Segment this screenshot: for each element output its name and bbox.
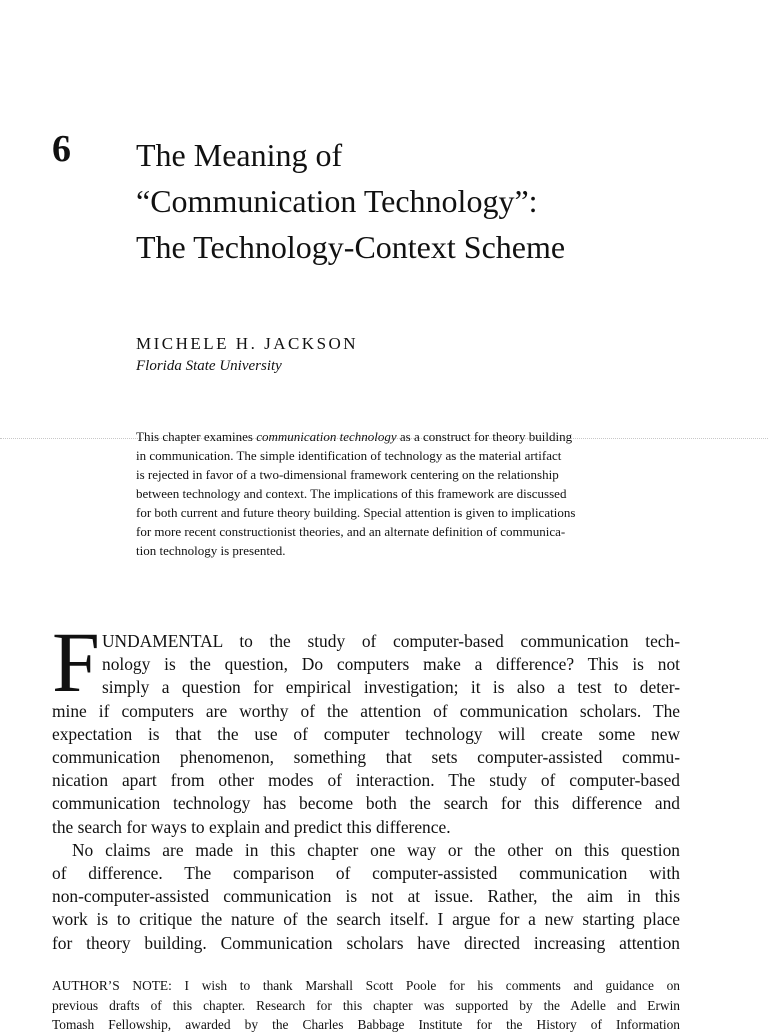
body-line: communication technology has become both the search for this difference and bbox=[52, 793, 680, 814]
body-line: mine if computers are worthy of the attention of communication scholars. The bbox=[52, 700, 680, 721]
abstract-emphasis: communication technology bbox=[256, 429, 397, 444]
body-line: nication apart from other modes of interaction. The study of computer-based bbox=[52, 770, 680, 791]
abstract-line: between technology and context. The implications of this framework are discussed bbox=[136, 486, 567, 501]
body-line: work is to critique the nature of the search itself. I argue for a new starting place bbox=[52, 909, 680, 930]
author-affiliation: Florida State University bbox=[136, 358, 282, 374]
chapter-title-line: The Technology-Context Scheme bbox=[136, 229, 566, 265]
chapter-title bbox=[136, 132, 736, 270]
body-line: nology is the question, Do computers make a difference? This is not bbox=[102, 654, 680, 675]
footnote-line: AUTHOR’S NOTE: I wish to thank Marshall Scott Poole for his comments and guidance on bbox=[52, 978, 680, 993]
abstract-line bbox=[136, 427, 680, 446]
abstract-line: tion technology is presented. bbox=[136, 543, 286, 558]
abstract-text: as a construct for theory building bbox=[396, 429, 573, 444]
author-name: MICHELE H. JACKSON bbox=[136, 334, 359, 353]
body-line: No claims are made in this chapter one way or the other on this question bbox=[72, 839, 680, 860]
footnote-line: Tomash Fellowship, awarded by the Charles Babbage Institute for the History of Information bbox=[52, 1017, 680, 1032]
abstract-line: for more recent constructionist theories, and an alternate definition of communica- bbox=[136, 524, 566, 539]
abstract-line: is rejected in favor of a two-dimensional framework centering on the relationship bbox=[136, 467, 559, 482]
chapter-title-line: The Meaning of bbox=[136, 137, 343, 173]
body-line: expectation is that the use of computer technology will create some new bbox=[52, 723, 680, 744]
abstract-text: This chapter examines bbox=[136, 429, 257, 444]
body-line: UNDAMENTAL to the study of computer-based communication tech- bbox=[102, 631, 680, 651]
body-line: the search for ways to explain and predict this difference. bbox=[52, 816, 451, 837]
footnote-line: previous drafts of this chapter. Research for this chapter was supported by the Adelle and Erwin bbox=[52, 997, 680, 1013]
chapter-title-line: “Communication Technology”: bbox=[136, 183, 538, 219]
body-line: for theory building. Communication scholars have directed increasing attention bbox=[52, 932, 680, 953]
drop-cap: F bbox=[52, 614, 100, 710]
body-line: non-computer-assisted communication is not at issue. Rather, the aim in this bbox=[52, 886, 680, 907]
body-line: of difference. The comparison of computer-assisted communication with bbox=[52, 863, 680, 884]
abstract bbox=[136, 427, 680, 560]
body-text bbox=[52, 630, 680, 955]
chapter-number: 6 bbox=[52, 128, 71, 170]
abstract-line: for both current and future theory building. Special attention is given to implications bbox=[136, 505, 576, 520]
body-line: simply a question for empirical investigation; it is also a test to deter- bbox=[102, 677, 680, 698]
author-note bbox=[52, 976, 680, 1035]
body-line: communication phenomenon, something that sets computer-assisted commu- bbox=[52, 747, 680, 768]
abstract-line: in communication. The simple identification of technology as the material artifact bbox=[136, 448, 562, 463]
author-block bbox=[136, 333, 358, 377]
